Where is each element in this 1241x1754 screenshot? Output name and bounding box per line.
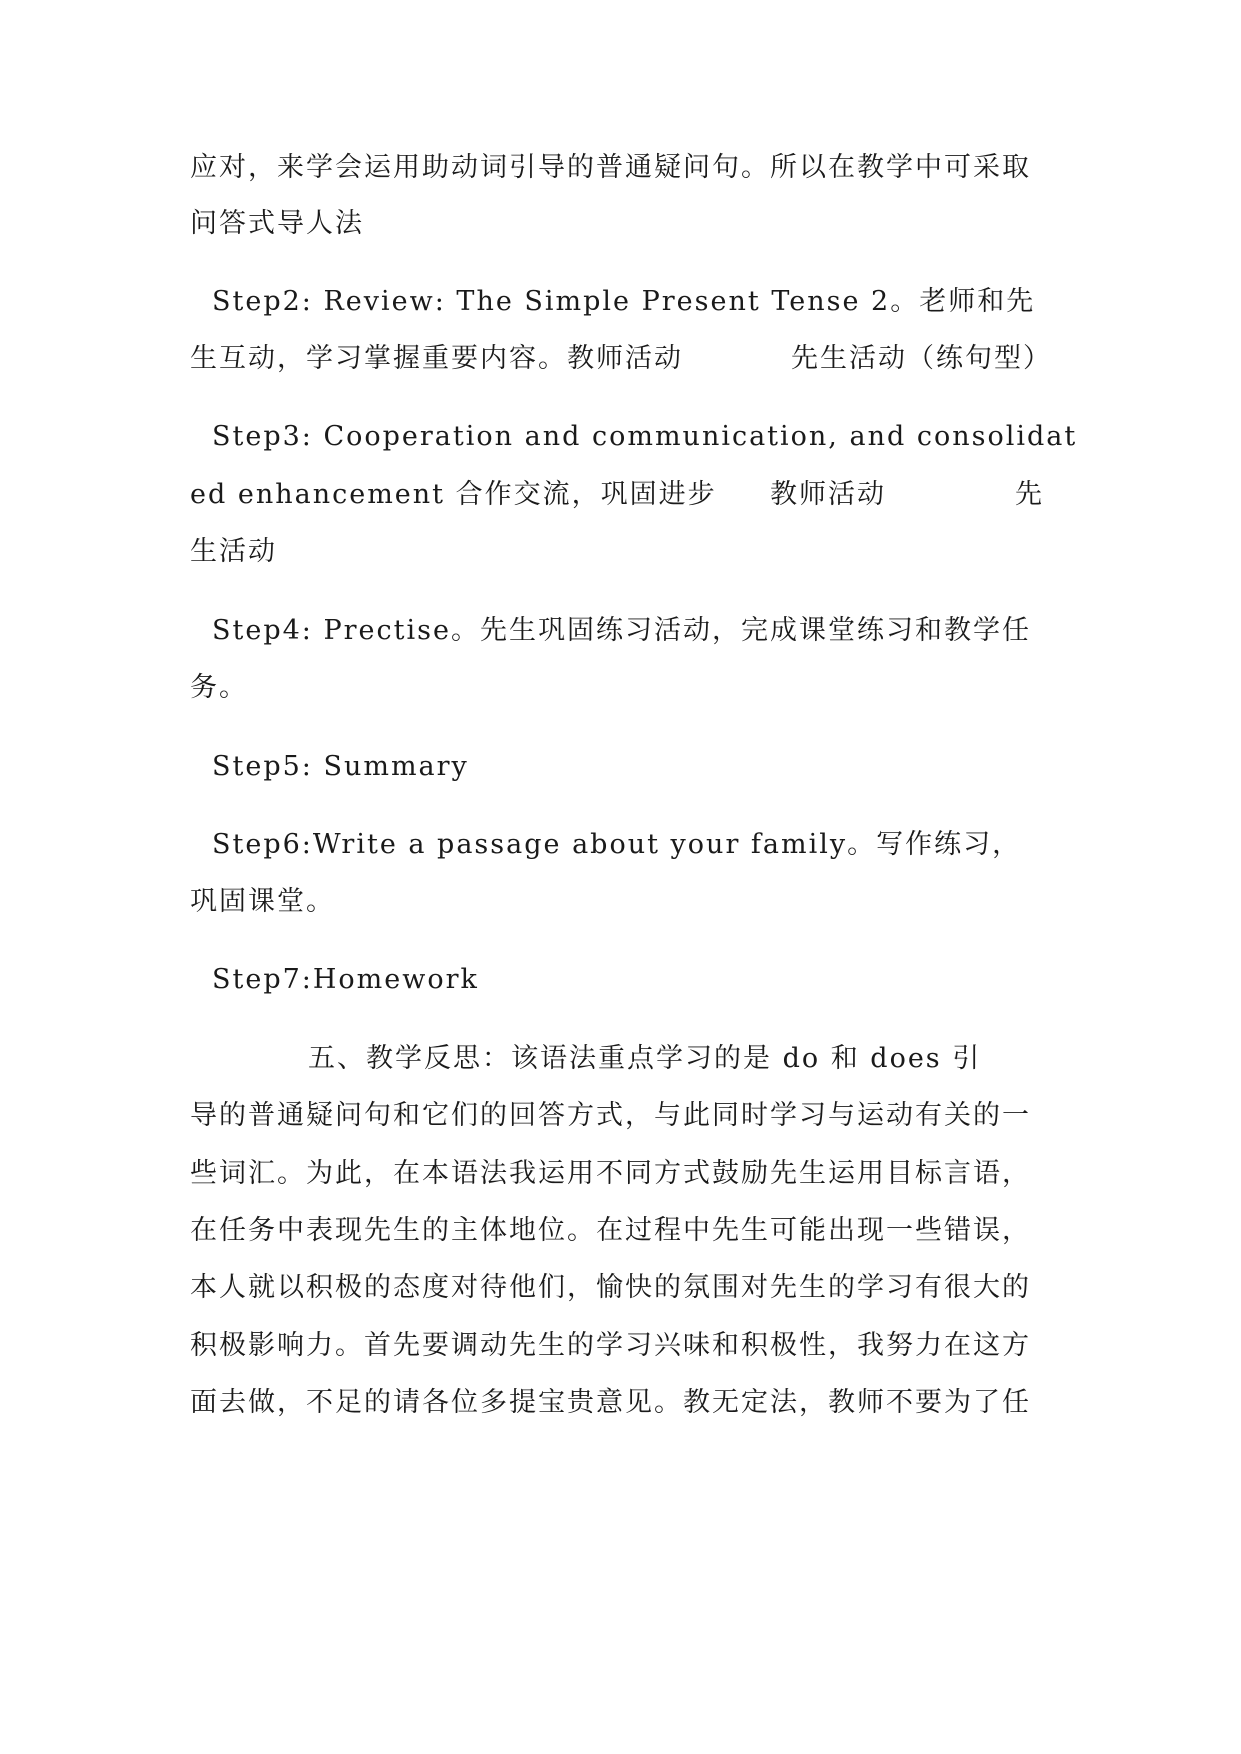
text-segment: ed enhancement 合作交流，巩固进步 — [190, 479, 717, 510]
text-segment: 教师活动 — [770, 479, 886, 510]
text-line: Step5: Summary — [212, 751, 469, 782]
text-line — [190, 339, 1052, 379]
text-line: Step3: Cooperation and communication, and consolidat — [212, 421, 1078, 452]
text-line: 五、教学反思：该语法重点学习的是 do 和 does 引 — [308, 1043, 982, 1074]
text-line: 在任务中表现先生的主体地位。在过程中先生可能出现一些错误， — [190, 1215, 1031, 1246]
text-line: Step4: Prectise。先生巩固练习活动，完成课堂练习和教学任 — [212, 615, 1031, 646]
text-line: Step7:Homework — [212, 964, 479, 995]
text-line: 务。 — [190, 672, 248, 703]
text-line: 生活动 — [190, 536, 277, 567]
text-line: 问答式导人法 — [190, 208, 364, 239]
text-segment: 先 — [1015, 479, 1044, 510]
text-line: 面去做，不足的请各位多提宝贵意见。教无定法，教师不要为了任 — [190, 1387, 1031, 1418]
text-line: 积极影响力。首先要调动先生的学习兴味和积极性，我努力在这方 — [190, 1330, 1031, 1361]
text-line: Step2: Review: The Simple Present Tense 2。老师和先 — [212, 286, 1036, 317]
text-line: 些词汇。为此，在本语法我运用不同方式鼓励先生运用目标言语， — [190, 1158, 1031, 1189]
text-line: 导的普通疑问句和它们的回答方式，与此同时学习与运动有关的一 — [190, 1100, 1031, 1131]
text-line: 本人就以积极的态度对待他们，愉快的氛围对先生的学习有很大的 — [190, 1272, 1031, 1303]
text-segment: 先生活动（练句型） — [791, 343, 1052, 374]
text-line: 应对，来学会运用助动词引导的普通疑问句。所以在教学中可采取 — [190, 152, 1031, 183]
text-segment: 生互动，学习掌握重要内容。教师活动 — [190, 343, 683, 374]
text-line: 巩固课堂。 — [190, 886, 335, 917]
text-line: Step6:Write a passage about your family。写作练习， — [212, 829, 1022, 860]
